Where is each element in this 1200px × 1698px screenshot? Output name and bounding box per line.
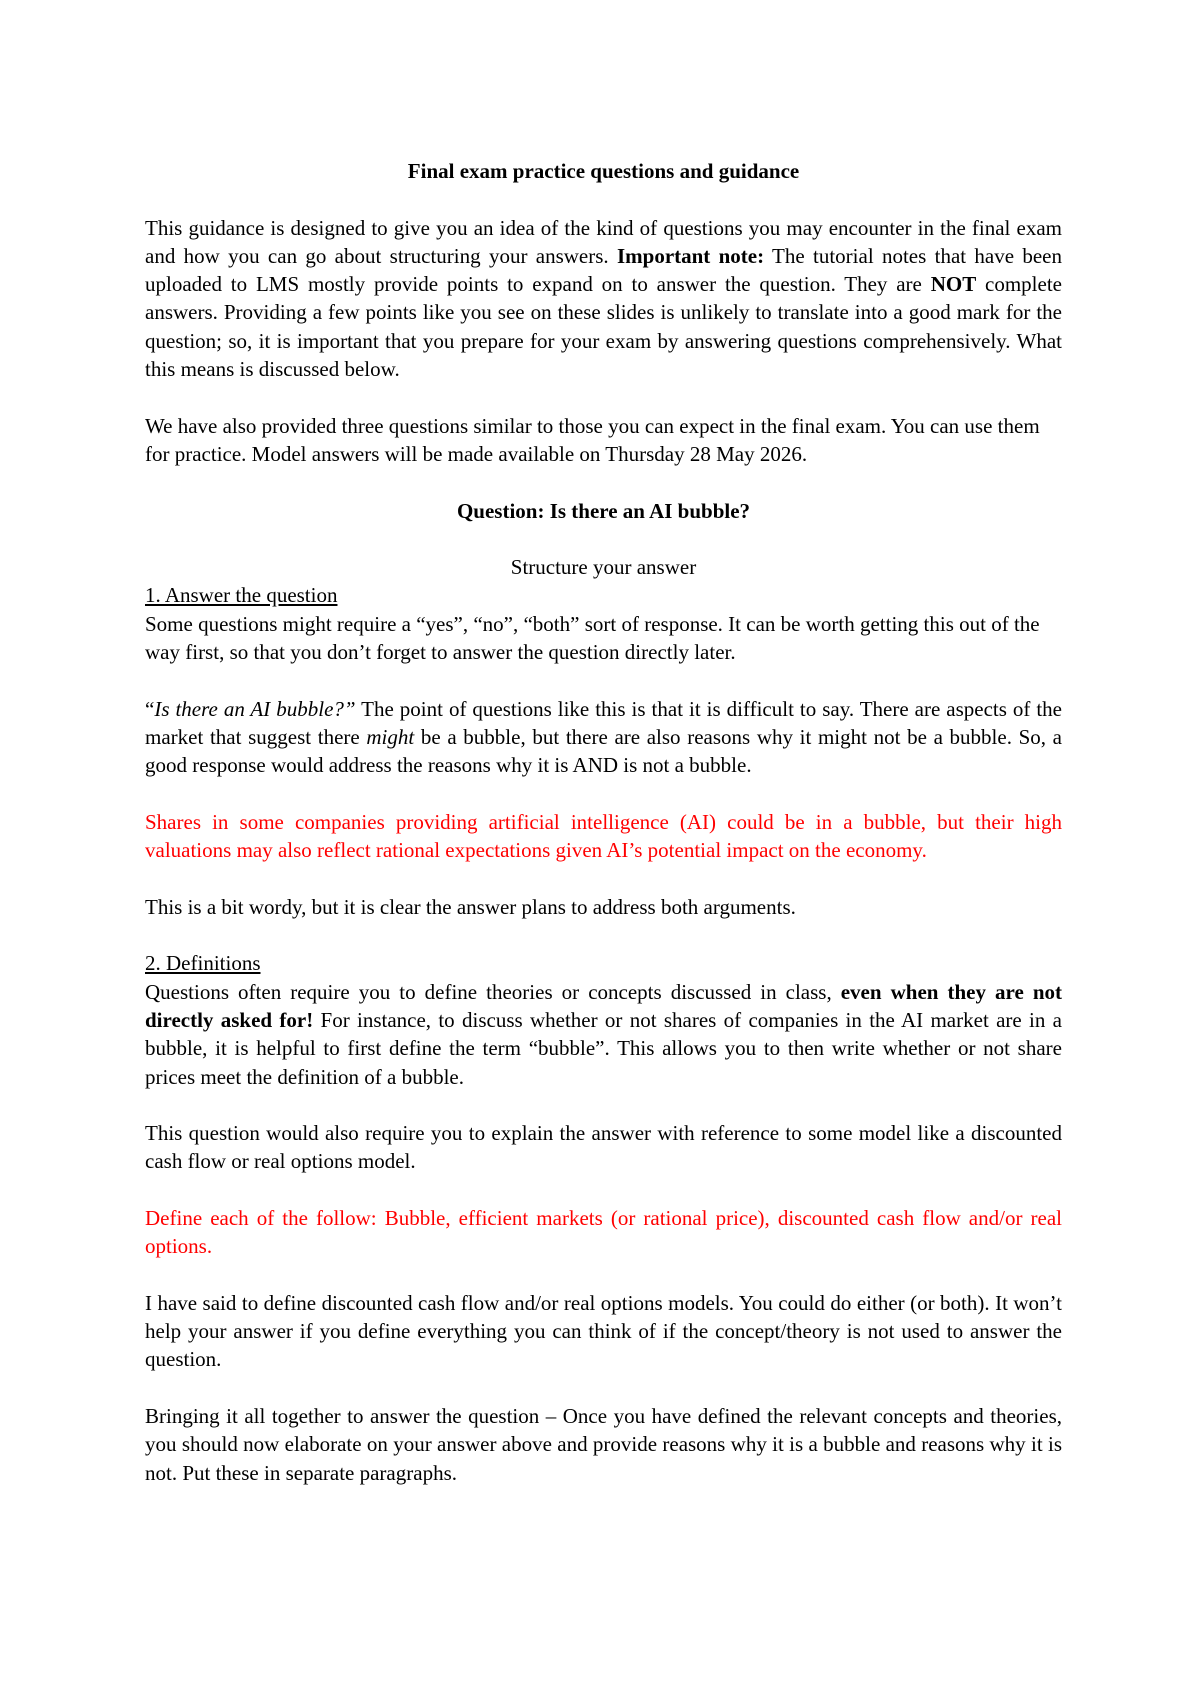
section1-paragraph-2 bbox=[145, 695, 1062, 780]
intro-text-b: The tutorial notes that have been uploaded to LMS mostly provide points to expand on to answer the question. They are bbox=[145, 243, 1062, 297]
document-title: Final exam practice questions and guidance bbox=[407, 159, 800, 183]
section2-emphasis: even when they are not directly asked for! bbox=[145, 979, 1062, 1032]
section2-p1-text-a: Questions often require you to define theories or concepts discussed in class, bbox=[145, 979, 841, 1004]
section2-paragraph-4: Bringing it all together to answer the question – Once you have defined the relevant concepts and theories, you should now elaborate on your answer above and provide reasons why it is a bubble and reasons why it is not. Put these in separate paragraphs. bbox=[145, 1404, 1062, 1485]
intro-paragraph-1 bbox=[145, 214, 1062, 384]
section2-example-answer: Define each of the follow: Bubble, efficient markets (or rational price), discounted cash flow and/or real options. bbox=[145, 1205, 1062, 1259]
quote-open: “ bbox=[145, 696, 155, 721]
intro-paragraph-2: We have also provided three questions similar to those you can expect in the final exam. You can use them for practice. Model answers will be made available on Thursday 28 May 2026. bbox=[145, 413, 1040, 466]
not-emphasis: NOT bbox=[930, 272, 977, 297]
section2-heading: 2. Definitions bbox=[145, 951, 261, 976]
section1-p2-text-b: be a bubble, but there are also reasons why it might not be a bubble. So, a good response would address the reasons why it is AND is not a bubble. bbox=[145, 724, 1062, 778]
intro-text-c: complete answers. Providing a few points like you see on these slides is unlikely to translate into a good mark for the question; so, it is important that you prepare for your exam by answering questions comprehensively. What this means is discussed below. bbox=[145, 272, 1062, 382]
section2-paragraph-1 bbox=[145, 978, 1062, 1091]
intro-text-a: This guidance is designed to give you an idea of the kind of questions you may encounter in the final exam and how you can go about structuring your answers. bbox=[145, 215, 1062, 268]
structure-heading: Structure your answer bbox=[510, 555, 697, 580]
document-body bbox=[145, 157, 1062, 1515]
section2-paragraph-3: I have said to define discounted cash flow and/or real options models. You could do either (or both). It won’t help your answer if you define everything you can think of if the concept/theory is not used to answer the question. bbox=[145, 1290, 1062, 1372]
section1-body: Some questions might require a “yes”, “no”, “both” sort of response. It can be worth getting this out of the way first, so that you don’t forget to answer the question directly later. bbox=[145, 611, 1040, 665]
section1-heading: 1. Answer the question bbox=[145, 583, 338, 608]
section1-comment: This is a bit wordy, but it is clear the answer plans to address both arguments. bbox=[145, 894, 796, 919]
section1-p2-text-a: The point of questions like this is that it is difficult to say. There are aspects of the market that suggest there bbox=[145, 696, 1063, 749]
important-note-label: Important note: bbox=[616, 243, 765, 268]
section2-p1-text-b: For instance, to discuss whether or not shares of companies in the AI market are in a bubble, it is helpful to first define the term “bubble”. This allows you to then write whether or not share prices meet the definition of a bubble. bbox=[145, 1007, 1062, 1089]
question-title: Question: Is there an AI bubble? bbox=[456, 498, 751, 523]
section1-example-answer: Shares in some companies providing artificial intelligence (AI) could be in a bubble, but their high valuations may also reflect rational expectations given AI’s potential impact on the economy. bbox=[145, 809, 1062, 863]
might-emphasis: might bbox=[366, 724, 415, 749]
question-quote: Is there an AI bubble?” bbox=[154, 696, 356, 721]
section2-paragraph-2: This question would also require you to explain the answer with reference to some model like a discounted cash flow or real options model. bbox=[145, 1121, 1062, 1174]
